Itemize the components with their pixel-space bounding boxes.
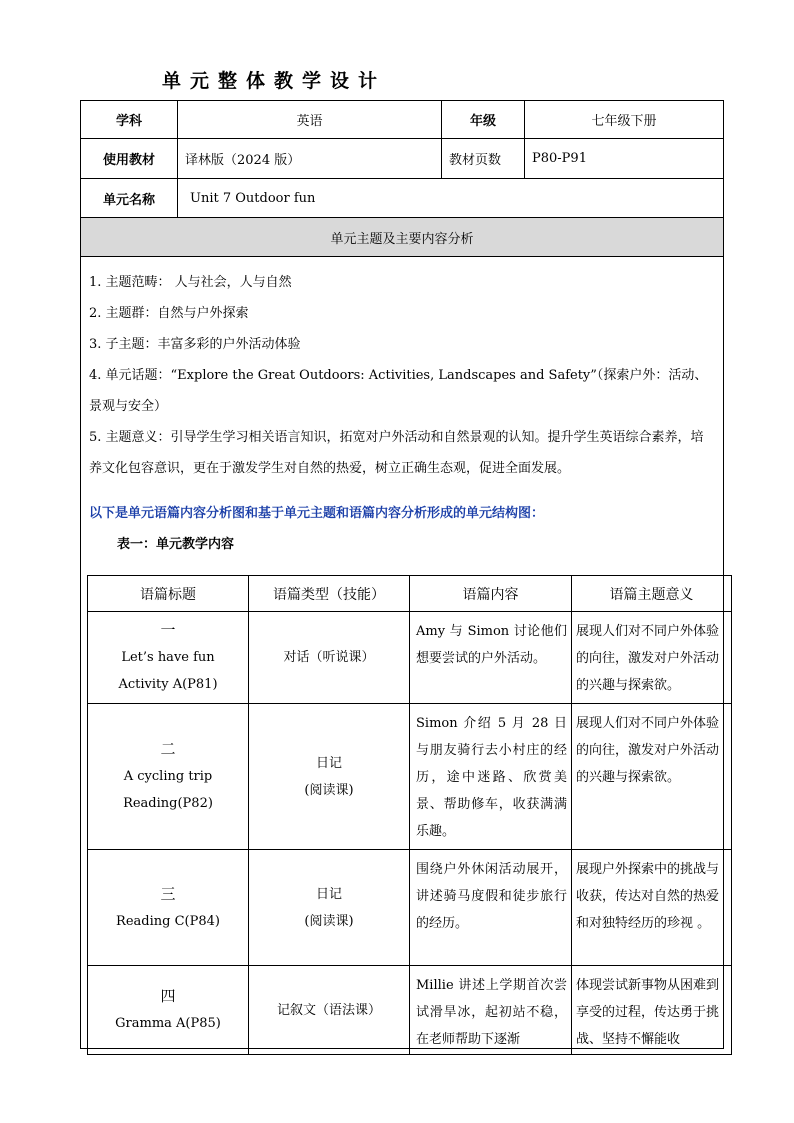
header-title: 语篇标题 — [88, 576, 249, 612]
table-header-row — [88, 576, 732, 612]
lesson-type-skill: (阅读课) — [304, 782, 354, 798]
lesson-content: Amy 与 Simon 讨论他们想要尝试的户外活动。 — [410, 612, 572, 704]
lesson-meaning: 展现人们对不同户外体验的向往，激发对户外活动的兴趣与探索欲。 — [572, 612, 732, 704]
grade-label: 年级 — [442, 101, 525, 139]
table-row — [88, 850, 732, 966]
document-title: 单元整体教学设计 — [162, 70, 387, 92]
lesson-title-cell — [88, 704, 249, 850]
unit-label: 单元名称 — [81, 179, 178, 218]
table-row — [88, 704, 732, 850]
lesson-meaning-text: 体现尝试新事物从困难到享受的过程，传达勇于挑战、坚持不懈能收 — [576, 978, 720, 1047]
subject-value: 英语 — [178, 101, 442, 139]
lesson-type — [249, 850, 410, 966]
lesson-content: 围绕户外休闲活动展开，讲述骑马度假和徒步旅行的经历。 — [410, 850, 572, 966]
lesson-title: Reading C(P84) — [116, 913, 220, 929]
lesson-meaning — [572, 966, 732, 1055]
lesson-meaning: 展现人们对不同户外体验的向往，激发对户外活动的兴趣与探索欲。 — [572, 704, 732, 850]
analysis-intro: 以下是单元语篇内容分析图和基于单元主题和语篇内容分析形成的单元结构图： — [89, 506, 545, 521]
lesson-title-cell — [88, 612, 249, 704]
analysis-item: 2. 主题群：自然与户外探索 — [89, 306, 249, 321]
subject-label: 学科 — [81, 101, 178, 139]
analysis-item: 4. 单元话题：“Explore the Great Outdoors: Activities, Landscapes and Safety”（探索户外：活动、景观与安全） — [89, 368, 708, 414]
analysis-item: 5. 主题意义：引导学生学习相关语言知识，拓宽对户外活动和自然景观的认知。提升学生英语综合素养，培养文化包容意识，更在于激发学生对自然的热爱，树立正确生态观，促进全面发展。 — [89, 430, 704, 476]
lesson-title-cell — [88, 966, 249, 1055]
lesson-number: 三 — [160, 884, 176, 903]
textbook-value: 译林版（2024 版） — [178, 139, 442, 179]
teaching-content-table — [87, 575, 732, 1055]
lesson-type-text: 日记 — [315, 886, 342, 902]
lesson-title-cell — [88, 850, 249, 966]
table-caption: 表一：单元教学内容 — [117, 537, 235, 552]
pages-value: P80-P91 — [525, 139, 724, 179]
header-meaning: 语篇主题意义 — [572, 576, 732, 612]
lesson-type-text: 日记 — [315, 755, 342, 771]
lesson-number: 四 — [160, 987, 176, 1005]
lesson-type — [249, 704, 410, 850]
lesson-type-skill: (阅读课) — [304, 913, 354, 929]
analysis-item: 3. 子主题：丰富多彩的户外活动体验 — [89, 337, 301, 352]
analysis-heading: 单元主题及主要内容分析 — [81, 218, 724, 257]
header-type: 语篇类型（技能） — [249, 576, 410, 612]
header-content: 语篇内容 — [410, 576, 572, 612]
lesson-section: Activity A(P81) — [118, 677, 218, 692]
lesson-content — [410, 966, 572, 1055]
table-row — [88, 966, 732, 1055]
lesson-number: 一 — [160, 621, 176, 639]
table-row — [88, 612, 732, 704]
lesson-type: 记叙文（语法课） — [249, 966, 410, 1055]
lesson-section: Reading(P82) — [123, 796, 213, 811]
textbook-label: 使用教材 — [81, 139, 178, 179]
lesson-content: Simon 介绍 5 月 28 日与朋友骑行去小村庄的经历，途中迷路、欣赏美景、帮助修车，收获满满乐趣。 — [410, 704, 572, 850]
grade-value: 七年级下册 — [525, 101, 724, 139]
lesson-type: 对话（听说课） — [249, 612, 410, 704]
lesson-content-text: Millie 讲述上学期首次尝试滑旱冰，起初站不稳，在老师帮助下逐渐 — [416, 978, 567, 1047]
lesson-title: Let’s have fun — [121, 650, 215, 665]
lesson-number: 二 — [160, 740, 176, 758]
unit-value: Unit 7 Outdoor fun — [178, 179, 724, 218]
lesson-title: Gramma A(P85) — [115, 1016, 221, 1031]
lesson-title: A cycling trip — [123, 769, 213, 784]
pages-label: 教材页数 — [442, 139, 525, 179]
analysis-item: 1. 主题范畴： 人与社会，人与自然 — [89, 275, 292, 290]
lesson-meaning: 展现户外探索中的挑战与收获，传达对自然的热爱和对独特经历的珍视 。 — [572, 850, 732, 966]
